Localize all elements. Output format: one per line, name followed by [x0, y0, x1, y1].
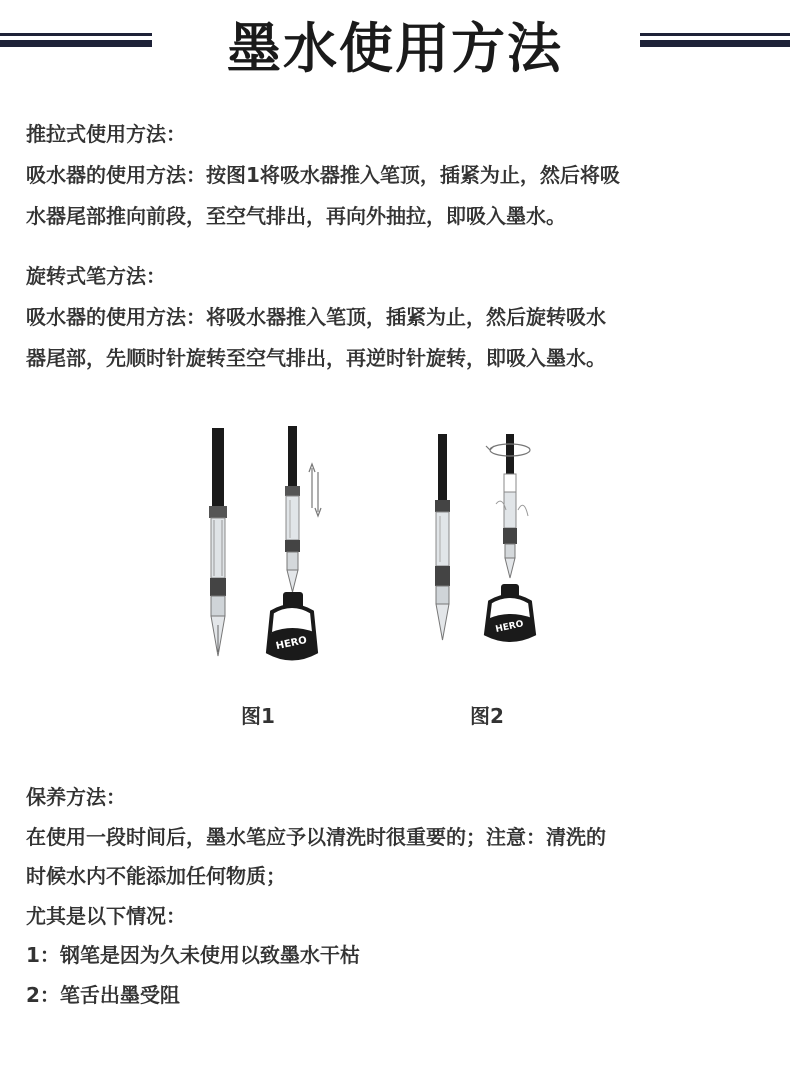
header-rule-right: [640, 33, 790, 51]
rotary-line-1: 吸水器的使用方法：将吸水器推入笔顶，插紧为止，然后旋转吸水: [26, 305, 606, 329]
push-pull-section: [26, 114, 771, 237]
push-pull-line-2: 水器尾部推向前段，至空气排出，再向外抽拉，即吸入墨水。: [26, 204, 566, 228]
bottle-label: HERO: [274, 634, 308, 653]
maintenance-heading: 保养方法：: [26, 785, 126, 809]
fountain-pen-icon: [209, 428, 227, 656]
maintenance-line-3: 尤其是以下情况：: [26, 903, 186, 928]
maintenance-item-1: 1：钢笔是因为久未使用以致墨水干枯: [26, 943, 360, 967]
rotary-converter-pen-icon: [486, 434, 530, 578]
bottle-label: HERO: [494, 619, 525, 635]
maintenance-section: [26, 778, 771, 1015]
ink-bottle-icon: [486, 584, 534, 640]
rotary-heading: 旋转式笔方法：: [26, 264, 166, 288]
fountain-pen-icon: [435, 434, 450, 640]
rotary-line-2: 器尾部，先顺时针旋转至空气排出，再逆时针旋转，即吸入墨水。: [26, 346, 606, 370]
push-pull-line-1: 吸水器的使用方法：按图1将吸水器推入笔顶，插紧为止，然后将吸: [26, 163, 620, 187]
figure-1-caption: 图1: [241, 704, 275, 728]
figure-1-illustration: [180, 420, 370, 670]
maintenance-item-2: 2：笔舌出墨受阻: [26, 982, 180, 1007]
rotary-section: [26, 256, 771, 379]
push-pull-heading: 推拉式使用方法：: [26, 122, 186, 146]
page-header: [0, 0, 790, 90]
page-title: 墨水使用方法: [227, 17, 563, 80]
maintenance-line-1: 在使用一段时间后，墨水笔应予以清洗时很重要的；注意：清洗的: [26, 824, 606, 849]
header-rule-left: [0, 33, 152, 51]
figure-2-illustration: [410, 420, 560, 670]
ink-bottle-icon: [268, 592, 316, 659]
converter-pen-icon: [285, 426, 321, 592]
maintenance-line-2: 时候水内不能添加任何物质；: [26, 864, 286, 888]
figure-2-caption: 图2: [470, 704, 504, 728]
